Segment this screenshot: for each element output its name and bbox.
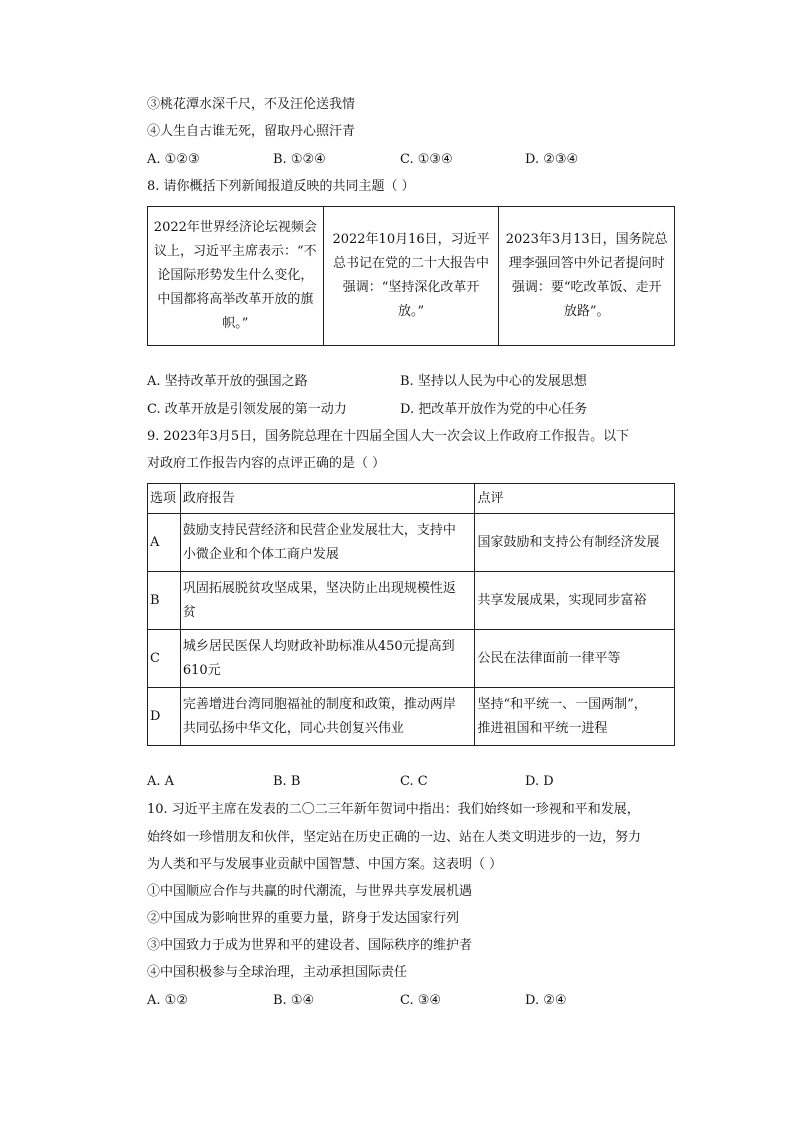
q8-cell-1: 2022年世界经济论坛视频会 议上，习近平主席表示：“不 论国际形势发生什么变化， 中国都将高举改革开放的旗 帜。”	[148, 207, 324, 346]
q9-option-b: B. B	[273, 774, 301, 789]
q8-cell-2: 2022年10月16日，习近平 总书记在党的二十大报告中 强调：“坚持深化改革开 放。”	[323, 207, 499, 346]
q9-option-c: C. C	[400, 774, 428, 789]
q9-row-report: 城乡居民医保人均财政补助标准从450元提高到 610元	[180, 630, 475, 688]
q9-stem-line1: 9. 2023年3月5日，国务院总理在十四届全国人大一次会议上作政府工作报告。以下	[147, 429, 630, 444]
q10-stem-line2: 始终如一珍惜朋友和伙伴，坚定站在历史正确的一边、站在人类文明进步的一边，努力	[147, 830, 642, 845]
text-line: ③桃花潭水深千尺，不及汪伦送我情	[147, 97, 356, 112]
q9-stem-line2: 对政府工作报告内容的点评正确的是（ ）	[147, 456, 386, 471]
q7-option-c: C. ①③④	[400, 152, 453, 167]
q10-option-a: A. ①②	[147, 993, 188, 1008]
q9-header-option: 选项	[148, 484, 181, 514]
q7-option-a: A. ①②③	[147, 152, 200, 167]
q9-row-report: 完善增进台湾同胞福祉的制度和政策，推动两岸 共同弘扬中华文化，同心共创复兴伟业	[180, 688, 475, 746]
q9-row-report: 鼓励支持民营经济和民营企业发展壮大，支持中 小微企业和个体工商户发展	[180, 514, 475, 572]
q9-row-report: 巩固拓展脱贫攻坚成果，坚决防止出现规模性返 贫	[180, 572, 475, 630]
q7-option-d: D. ②③④	[525, 152, 579, 167]
q8-stem: 8. 请你概括下列新闻报道反映的共同主题（ ）	[147, 179, 415, 194]
q10-item-2: ②中国成为影响世界的重要力量，跻身于发达国家行列	[147, 911, 460, 926]
q9-row-option: B	[148, 572, 181, 630]
q8-news-table	[147, 206, 675, 346]
q9-row-option: A	[148, 514, 181, 572]
q10-option-b: B. ①④	[273, 993, 315, 1008]
q7-option-b: B. ①②④	[273, 152, 326, 167]
q8-cell-3: 2023年3月13日，国务院总 理李强回答中外记者提问时 强调：要“吃改革饭、走开 放路”。	[499, 207, 675, 346]
q8-option-a: A. 坚持改革开放的强国之路	[147, 374, 308, 389]
table-row	[148, 572, 675, 630]
q9-row-comment: 共享发展成果，实现同步富裕	[475, 572, 675, 630]
q10-item-4: ④中国积极参与全球治理，主动承担国际责任	[147, 965, 408, 980]
q10-stem-line1: 10. 习近平主席在发表的二〇二三年新年贺词中指出：我们始终如一珍视和平和发展，	[147, 802, 640, 817]
table-row	[148, 630, 675, 688]
q9-row-comment: 坚持“和平统一、一国两制”， 推进祖国和平统一进程	[475, 688, 675, 746]
q10-item-1: ①中国顺应合作与共赢的时代潮流，与世界共享发展机遇	[147, 884, 473, 899]
q9-option-d: D. D	[525, 774, 554, 789]
text-line: ④人生自古谁无死，留取丹心照汗青	[147, 124, 356, 139]
q10-option-c: C. ③④	[400, 993, 442, 1008]
q9-row-option: C	[148, 630, 181, 688]
q10-item-3: ③中国致力于成为世界和平的建设者、国际秩序的维护者	[147, 938, 473, 953]
q9-header-comment: 点评	[475, 484, 675, 514]
q9-report-table	[147, 483, 675, 746]
table-row	[148, 514, 675, 572]
q8-option-c: C. 改革开放是引领发展的第一动力	[147, 402, 347, 417]
q10-stem-line3: 为人类和平与发展事业贡献中国智慧、中国方案。这表明（ ）	[147, 857, 503, 872]
table-row	[148, 688, 675, 746]
q9-header-report: 政府报告	[180, 484, 475, 514]
q8-option-b: B. 坚持以人民为中心的发展思想	[400, 374, 587, 389]
q9-row-option: D	[148, 688, 181, 746]
q9-row-comment: 国家鼓励和支持公有制经济发展	[475, 514, 675, 572]
q9-row-comment: 公民在法律面前一律平等	[475, 630, 675, 688]
q10-option-d: D. ②④	[525, 993, 567, 1008]
q8-option-d: D. 把改革开放作为党的中心任务	[400, 402, 588, 417]
q9-option-a: A. A	[147, 774, 175, 789]
